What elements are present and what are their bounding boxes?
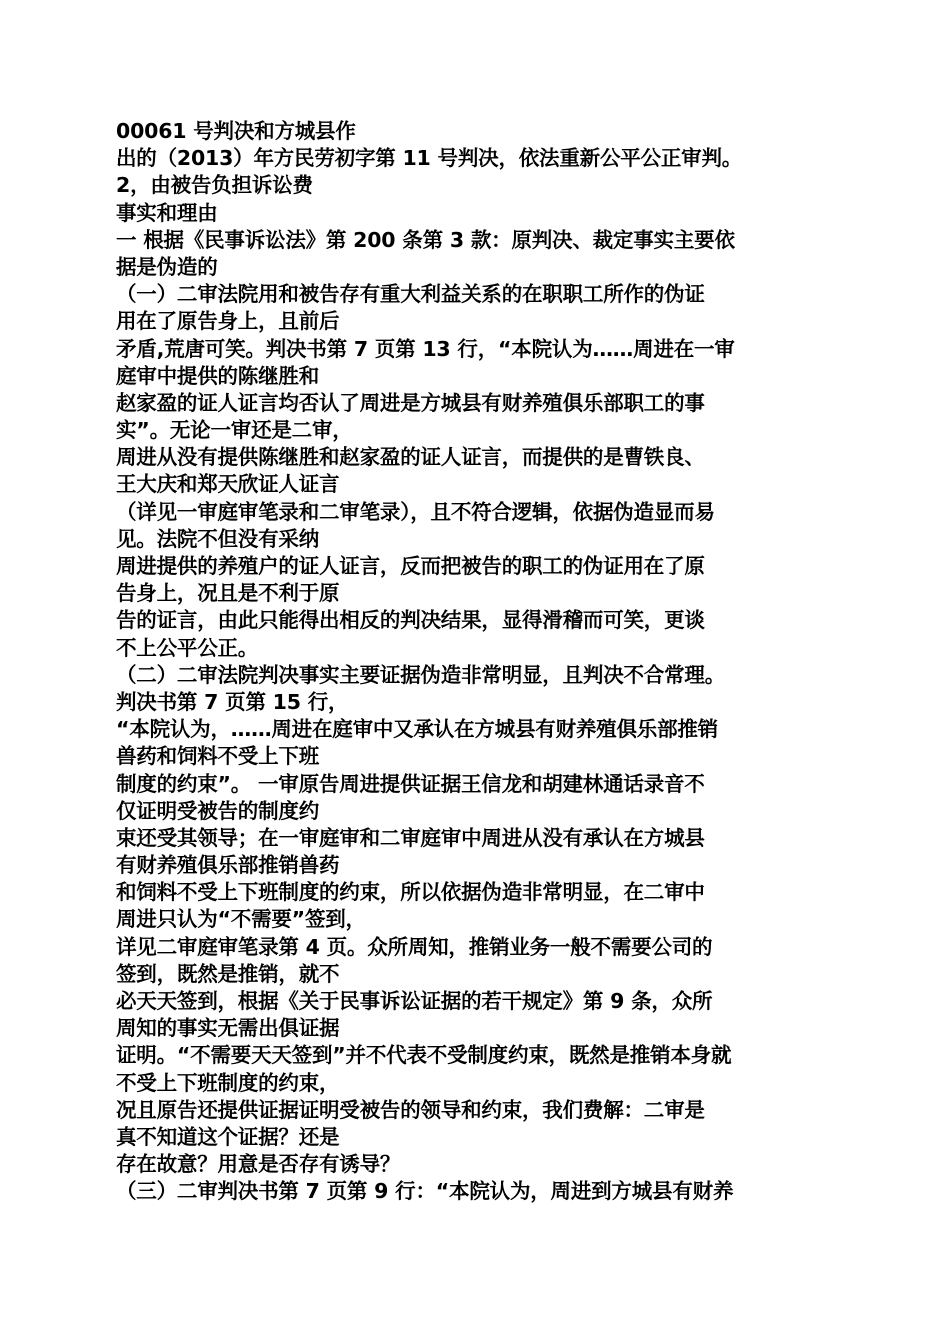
text-line: 详见二审庭审笔录第 4 页。众所周知，推销业务一般不需要公司的 — [116, 934, 713, 959]
text-line: 矛盾,荒唐可笑。判决书第 7 页第 13 行，“本院认为……周进在一审 — [116, 336, 735, 361]
text-line: 王大庆和郑天欣证人证言 — [116, 472, 340, 497]
text-line: 告的证言，由此只能得出相反的判决结果，显得滑稽而可笑，更谈 — [116, 608, 705, 633]
text-line: 和饲料不受上下班制度的约束，所以依据伪造非常明显，在二审中 — [116, 880, 705, 905]
text-line: 况且原告还提供证据证明受被告的领导和约束，我们费解：二审是 — [116, 1097, 705, 1122]
text-line: 制度的约束”。 一审原告周进提供证据王信龙和胡建林通话录音不 — [116, 771, 705, 796]
text-line: 周进只认为“不需要”签到， — [116, 907, 366, 932]
text-line: 用在了原告身上，且前后 — [116, 309, 340, 334]
text-line: （二）二审法院判决事实主要证据伪造非常明显，且判决不合常理。 — [116, 662, 725, 687]
text-line: （三）二审判决书第 7 页第 9 行：“本院认为，周进到方城县有财养 — [116, 1179, 734, 1204]
text-line: “本院认为，……周进在庭审中又承认在方城县有财养殖俱乐部推销 — [116, 717, 718, 742]
text-line: 不受上下班制度的约束， — [116, 1070, 340, 1095]
text-line: 2，由被告负担诉讼费 — [116, 173, 313, 198]
text-line: 出的（2013）年方民劳初字第 11 号判决，依法重新公平公正审判。 — [116, 146, 743, 171]
text-line: 周进提供的养殖户的证人证言，反而把被告的职工的伪证用在了原 — [116, 554, 705, 578]
text-line: 周进从没有提供陈继胜和赵家盈的证人证言，而提供的是曹铁良、 — [116, 445, 705, 470]
text-line: 必天天签到，根据《关于民事诉讼证据的若干规定》第 9 条，众所 — [116, 989, 713, 1013]
text-line: 告身上，况且是不利于原 — [116, 581, 340, 606]
text-line: 见。法院不但没有采纳 — [116, 526, 319, 551]
text-line: 一 根据《民事诉讼法》第 200 条第 3 款：原判决、裁定事实主要依 — [116, 227, 735, 252]
text-line: 束还受其领导；在一审庭审和二审庭审中周进从没有承认在方城县 — [116, 825, 705, 850]
text-line: （详见一审庭审笔录和二审笔录），且不符合逻辑，依据伪造显而易 — [116, 499, 715, 524]
document-page — [116, 118, 836, 1206]
text-line: 有财养殖俱乐部推销兽药 — [116, 853, 340, 878]
text-line: 实”。无论一审还是二审， — [116, 418, 353, 443]
text-line: 仅证明受被告的制度约 — [116, 798, 319, 823]
text-line: 庭审中提供的陈继胜和 — [116, 363, 319, 388]
text-line: 不上公平公正。 — [116, 635, 259, 660]
text-line: （一）二审法院用和被告存有重大利益关系的在职职工所作的伪证 — [116, 282, 705, 307]
text-line: 真不知道这个证据？还是 — [116, 1124, 340, 1149]
text-line: 事实和理由 — [116, 200, 218, 225]
text-line: 判决书第 7 页第 15 行， — [116, 689, 349, 714]
text-line: 周知的事实无需出俱证据 — [116, 1016, 340, 1041]
text-line: 兽药和饲料不受上下班 — [116, 744, 319, 769]
text-line: 据是伪造的 — [116, 254, 218, 279]
text-line: 证明。“不需要天天签到”并不代表不受制度约束，既然是推销本身就 — [116, 1043, 732, 1068]
text-line: 00061 号判决和方城县作 — [116, 119, 356, 143]
text-line: 赵家盈的证人证言均否认了周进是方城县有财养殖俱乐部职工的事 — [116, 390, 705, 415]
text-line: 存在故意？用意是否存有诱导？ — [116, 1152, 401, 1177]
text-line: 签到，既然是推销，就不 — [116, 961, 340, 986]
